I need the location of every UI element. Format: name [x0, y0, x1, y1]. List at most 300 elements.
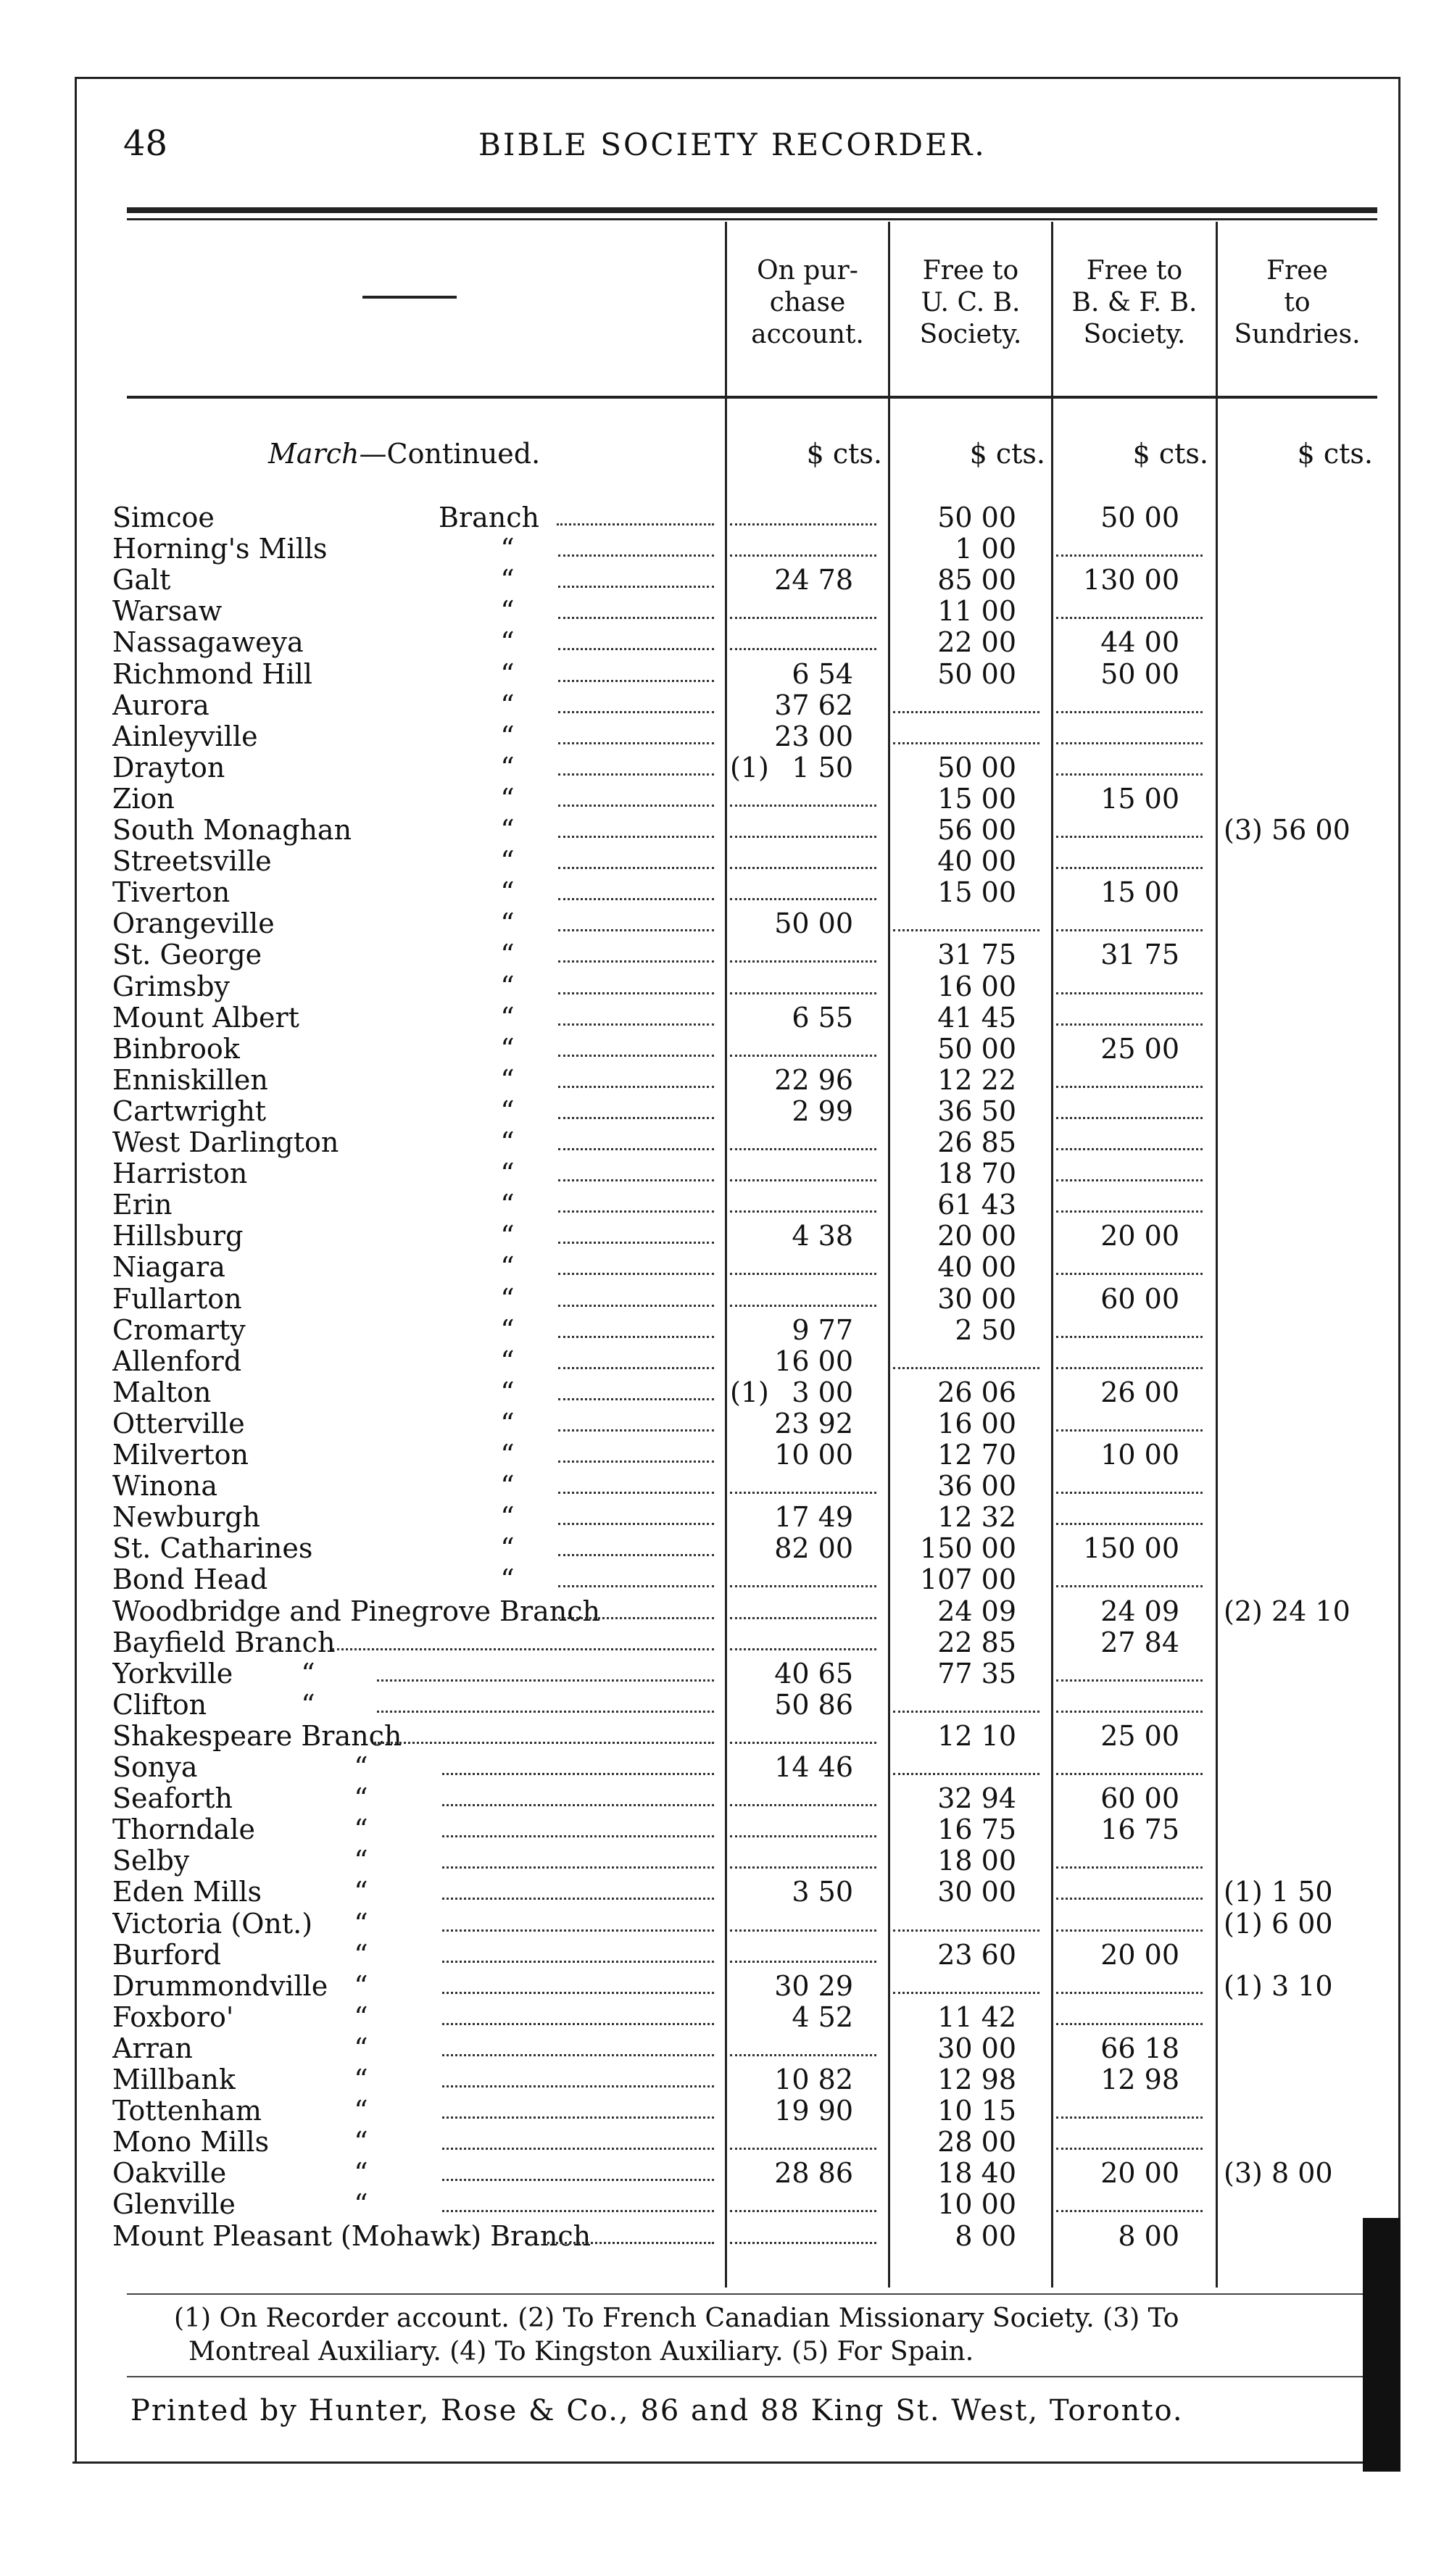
purchase-amount: 50 00 — [774, 908, 853, 940]
bfb-amount: 25 00 — [1100, 1033, 1179, 1065]
empty-cell-leader — [730, 898, 876, 900]
ucb-amount: 22 00 — [937, 627, 1016, 659]
dot-leader — [558, 1398, 714, 1400]
dot-leader — [558, 554, 714, 557]
sundries-amount: 6 00 — [1271, 1908, 1333, 1940]
place-name: Horning's Mills — [112, 533, 328, 565]
table-row — [0, 1845, 1436, 1877]
dot-leader — [374, 1742, 714, 1744]
dot-leader — [442, 2116, 714, 2119]
running-head: BIBLE SOCIETY RECORDER. — [478, 127, 987, 162]
place-name: Glenville — [112, 2189, 236, 2221]
dot-leader — [558, 1305, 714, 1307]
empty-cell-leader — [1056, 711, 1203, 713]
empty-cell-leader — [1056, 1711, 1203, 1713]
place-name: Eden Mills — [112, 1877, 262, 1908]
empty-cell-leader — [730, 1648, 876, 1650]
empty-cell-leader — [730, 1305, 876, 1307]
table-row — [0, 2033, 1436, 2064]
dot-leader — [442, 1992, 714, 1994]
empty-cell-leader — [893, 711, 1039, 713]
empty-cell-leader — [730, 1055, 876, 1057]
ucb-amount: 30 00 — [937, 1283, 1016, 1315]
bfb-amount: 8 00 — [1118, 2220, 1179, 2252]
table-row — [0, 1158, 1436, 1189]
purchase-amount: 22 96 — [774, 1064, 853, 1096]
ditto-mark: “ — [500, 1314, 515, 1346]
dot-leader — [557, 523, 714, 525]
ditto-mark: “ — [354, 1814, 368, 1846]
dot-leader — [558, 1617, 714, 1619]
place-name: Sonya — [112, 1752, 198, 1783]
empty-cell-leader — [1056, 1367, 1203, 1369]
branch-label: Branch — [439, 502, 539, 533]
ditto-mark: “ — [500, 1564, 515, 1596]
purchase-amount: 40 65 — [774, 1658, 853, 1690]
empty-cell-leader — [730, 836, 876, 838]
empty-cell-leader — [1056, 773, 1203, 776]
place-name: Arran — [112, 2032, 193, 2064]
place-name: Otterville — [112, 1408, 245, 1439]
dot-leader — [558, 586, 714, 588]
scan-edge-shadow — [1363, 2218, 1400, 2472]
ucb-amount: 1 00 — [955, 533, 1016, 565]
table-row — [0, 1221, 1436, 1252]
dot-leader — [442, 1804, 714, 1806]
dot-leader — [558, 617, 714, 619]
place-name: Allenford — [112, 1345, 242, 1377]
empty-cell-leader — [1056, 1992, 1203, 1994]
ditto-mark: “ — [354, 1845, 368, 1877]
header-bottom-rule — [127, 396, 1377, 399]
place-name: Tottenham — [112, 2095, 262, 2127]
ditto-mark: “ — [500, 1283, 515, 1315]
empty-cell-leader — [1056, 867, 1203, 869]
empty-cell-leader — [1056, 1679, 1203, 1682]
place-name: Selby — [112, 1845, 190, 1877]
dot-leader — [442, 1773, 714, 1775]
bfb-amount: 130 00 — [1083, 565, 1179, 597]
sundries-footnote-ref: (1) — [1224, 1877, 1263, 1908]
ditto-mark: “ — [500, 1064, 515, 1096]
empty-cell-leader — [1056, 1523, 1203, 1525]
ucb-amount: 36 00 — [937, 1471, 1016, 1503]
bfb-amount: 15 00 — [1100, 877, 1179, 909]
place-name: Streetsville — [112, 846, 272, 878]
ditto-mark: “ — [500, 1376, 515, 1408]
ditto-mark: “ — [500, 1033, 515, 1065]
table-row — [0, 2095, 1436, 2127]
table-row — [0, 1971, 1436, 2002]
sundries-footnote-ref: (3) — [1224, 2158, 1263, 2190]
ditto-mark: “ — [500, 1502, 515, 1534]
dot-leader — [558, 742, 714, 744]
ditto-mark: “ — [500, 1439, 515, 1471]
ucb-amount: 50 00 — [937, 1033, 1016, 1065]
empty-cell-leader — [730, 1617, 876, 1619]
ditto-mark: “ — [500, 908, 515, 940]
ditto-mark: “ — [500, 846, 515, 878]
page-number: 48 — [123, 123, 168, 164]
empty-cell-leader — [730, 1961, 876, 1963]
place-name: Richmond Hill — [112, 658, 312, 690]
empty-cell-leader — [730, 523, 876, 525]
place-name: Clifton — [112, 1689, 207, 1721]
place-name: Tiverton — [112, 877, 231, 909]
empty-cell-leader — [730, 1492, 876, 1494]
sundries-amount: 8 00 — [1271, 2158, 1333, 2190]
header-purchase-account — [729, 255, 887, 351]
bfb-amount: 60 00 — [1100, 1783, 1179, 1815]
header-ucb-line: Free to — [922, 256, 1019, 286]
ucb-amount: 16 00 — [937, 971, 1016, 1002]
place-name: Nassagaweya — [112, 627, 304, 659]
dot-leader — [558, 1336, 714, 1338]
ucb-amount: 26 85 — [937, 1127, 1016, 1158]
empty-cell-leader — [730, 1866, 876, 1869]
header-ucb-line: U. C. B. — [921, 288, 1021, 317]
place-name: Harriston — [112, 1158, 248, 1190]
empty-cell-leader — [730, 805, 876, 807]
ditto-mark: “ — [354, 1970, 368, 2002]
purchase-amount: 9 77 — [792, 1314, 853, 1346]
place-name: Cartwright — [112, 1095, 267, 1127]
sundries-amount: 56 00 — [1271, 815, 1350, 846]
ditto-mark: “ — [354, 2001, 368, 2033]
dot-leader — [558, 1179, 714, 1181]
table-row — [0, 1096, 1436, 1127]
bfb-amount: 50 00 — [1100, 658, 1179, 690]
table-row — [0, 1783, 1436, 1814]
footnote-line-1: (1) On Recorder account. (2) To French Canadian Missionary Society. (3) To — [174, 2303, 1179, 2333]
table-row — [0, 1408, 1436, 1439]
dot-leader — [442, 2054, 714, 2056]
ucb-amount: 18 00 — [937, 1845, 1016, 1877]
table-row — [0, 908, 1436, 939]
purchase-amount: 16 00 — [774, 1345, 853, 1377]
ucb-amount: 28 00 — [937, 2127, 1016, 2159]
table-row — [0, 1252, 1436, 1283]
ucb-amount: 40 00 — [937, 1252, 1016, 1284]
empty-cell-leader — [730, 867, 876, 869]
dot-leader — [442, 1929, 714, 1932]
place-name: Drayton — [112, 752, 225, 784]
empty-cell-leader — [1056, 1929, 1203, 1932]
ditto-mark: “ — [500, 1471, 515, 1503]
header-free-ucb — [892, 255, 1050, 351]
units-bfb: $ cts. — [1132, 438, 1208, 470]
table-row — [0, 1315, 1436, 1346]
dot-leader — [558, 992, 714, 994]
bfb-amount: 31 75 — [1100, 939, 1179, 971]
empty-cell-leader — [893, 929, 1039, 931]
table-row — [0, 2189, 1436, 2220]
footnote-rule-bottom — [127, 2376, 1377, 2377]
ditto-mark: “ — [301, 1658, 315, 1690]
sundries-amount: 1 50 — [1271, 1877, 1333, 1908]
place-name: Oakville — [112, 2158, 227, 2190]
dot-leader — [558, 867, 714, 869]
ditto-mark: “ — [500, 783, 515, 815]
dot-leader — [377, 1679, 714, 1682]
ditto-mark: “ — [354, 2095, 368, 2127]
purchase-amount: 19 90 — [774, 2095, 853, 2127]
ditto-mark: “ — [354, 1939, 368, 1971]
ditto-mark: “ — [500, 689, 515, 721]
table-row — [0, 1814, 1436, 1845]
ucb-amount: 24 09 — [937, 1595, 1016, 1627]
ditto-mark: “ — [500, 1002, 515, 1034]
dot-leader — [558, 1429, 714, 1432]
printer-imprint: Printed by Hunter, Rose & Co., 86 and 88 King St. West, Toronto. — [130, 2394, 1184, 2427]
purchase-amount: 3 50 — [792, 1877, 853, 1908]
table-row — [0, 1658, 1436, 1690]
ditto-mark: “ — [500, 565, 515, 597]
purchase-amount: 3 00 — [792, 1376, 853, 1408]
header-sundries-line: Sundries. — [1234, 320, 1361, 349]
empty-cell-leader — [730, 1585, 876, 1587]
table-row — [0, 1940, 1436, 1971]
empty-cell-leader — [1056, 1336, 1203, 1338]
dot-leader — [442, 2179, 714, 2181]
empty-cell-leader — [730, 554, 876, 557]
empty-cell-leader — [730, 648, 876, 650]
bfb-amount: 27 84 — [1100, 1626, 1179, 1658]
place-name: West Darlington — [112, 1127, 339, 1158]
place-name: Niagara — [112, 1252, 225, 1284]
ucb-amount: 36 50 — [937, 1095, 1016, 1127]
ucb-amount: 10 00 — [937, 2189, 1016, 2221]
table-row — [0, 1502, 1436, 1533]
bfb-amount: 16 75 — [1100, 1814, 1179, 1846]
place-name: Grimsby — [112, 971, 231, 1002]
bfb-amount: 150 00 — [1083, 1533, 1179, 1565]
ditto-mark: “ — [500, 877, 515, 909]
ucb-amount: 23 60 — [937, 1939, 1016, 1971]
empty-cell-leader — [1056, 2210, 1203, 2212]
table-row — [0, 752, 1436, 784]
ditto-mark: “ — [500, 720, 515, 752]
ucb-amount: 50 00 — [937, 502, 1016, 533]
ucb-amount: 15 00 — [937, 877, 1016, 909]
sundries-footnote-ref: (1) — [1224, 1908, 1263, 1940]
dot-leader — [442, 1866, 714, 1869]
place-name: Thorndale — [112, 1814, 255, 1846]
table-row — [0, 1877, 1436, 1908]
empty-cell-leader — [730, 1179, 876, 1181]
bfb-amount: 25 00 — [1100, 1720, 1179, 1752]
table-row — [0, 1439, 1436, 1471]
empty-cell-leader — [730, 2054, 876, 2056]
table-row — [0, 1002, 1436, 1034]
table-row — [0, 1346, 1436, 1377]
table-row — [0, 721, 1436, 752]
ucb-amount: 12 22 — [937, 1064, 1016, 1096]
empty-cell-leader — [1056, 1898, 1203, 1900]
place-name: Bond Head — [112, 1564, 268, 1596]
place-name: Aurora — [112, 689, 209, 721]
ucb-amount: 22 85 — [937, 1626, 1016, 1658]
ucb-amount: 16 75 — [937, 1814, 1016, 1846]
ucb-amount: 41 45 — [937, 1002, 1016, 1034]
sundries-amount: 3 10 — [1271, 1970, 1333, 2002]
ucb-amount: 11 42 — [937, 2001, 1016, 2033]
ucb-amount: 15 00 — [937, 783, 1016, 815]
bfb-amount: 44 00 — [1100, 627, 1179, 659]
ucb-amount: 30 00 — [937, 2032, 1016, 2064]
ditto-mark: “ — [301, 1689, 315, 1721]
place-name: South Monaghan — [112, 815, 352, 846]
empty-cell-leader — [1056, 1585, 1203, 1587]
dot-leader — [442, 2148, 714, 2150]
footnote-line-2: Montreal Auxiliary. (4) To Kingston Auxiliary. (5) For Spain. — [188, 2337, 974, 2367]
ucb-amount: 107 00 — [920, 1564, 1016, 1596]
ditto-mark: “ — [354, 1783, 368, 1815]
dot-leader — [558, 680, 714, 682]
units-sundries: $ cts. — [1297, 438, 1373, 470]
table-row — [0, 690, 1436, 721]
table-row — [0, 1721, 1436, 1752]
header-bfb-line: Free to — [1086, 256, 1183, 286]
place-name: Cromarty — [112, 1314, 246, 1346]
place-name: Binbrook — [112, 1033, 240, 1065]
dot-leader — [558, 1523, 714, 1525]
table-row — [0, 1908, 1436, 1940]
bfb-amount: 20 00 — [1100, 2158, 1179, 2190]
header-rule-thick — [127, 207, 1377, 213]
place-name: Enniskillen — [112, 1064, 268, 1096]
empty-cell-leader — [1056, 1429, 1203, 1432]
purchase-amount: 28 86 — [774, 2158, 853, 2190]
ucb-amount: 85 00 — [937, 565, 1016, 597]
empty-cell-leader — [1056, 1866, 1203, 1869]
place-name: Millbank — [112, 2064, 236, 2095]
table-row — [0, 971, 1436, 1002]
ditto-mark: “ — [500, 752, 515, 784]
table-row — [0, 2158, 1436, 2189]
dot-leader — [442, 2085, 714, 2087]
place-name: Drummondville — [112, 1970, 328, 2002]
purchase-amount: 82 00 — [774, 1533, 853, 1565]
empty-cell-leader — [893, 1367, 1039, 1369]
empty-cell-leader — [1056, 742, 1203, 744]
ucb-amount: 18 70 — [937, 1158, 1016, 1190]
bfb-amount: 50 00 — [1100, 502, 1179, 533]
place-name: Foxboro' — [112, 2001, 234, 2033]
dot-leader — [558, 1117, 714, 1119]
dot-leader — [558, 1023, 714, 1026]
ditto-mark: “ — [500, 1189, 515, 1221]
empty-cell-leader — [1056, 2023, 1203, 2025]
header-purchase-line: chase — [769, 288, 846, 317]
dot-leader — [558, 1554, 714, 1556]
ucb-amount: 12 10 — [937, 1720, 1016, 1752]
empty-cell-leader — [1056, 1148, 1203, 1150]
ucb-amount: 10 15 — [937, 2095, 1016, 2127]
table-row — [0, 2002, 1436, 2033]
ditto-mark: “ — [500, 1095, 515, 1127]
ucb-amount: 8 00 — [955, 2220, 1016, 2252]
ucb-amount: 77 35 — [937, 1658, 1016, 1690]
header-purchase-line: account. — [751, 320, 864, 349]
table-row — [0, 1533, 1436, 1564]
empty-cell-leader — [1056, 2116, 1203, 2119]
empty-cell-leader — [730, 1835, 876, 1837]
place-name: Erin — [112, 1189, 173, 1221]
place-name: Bayfield Branch — [112, 1626, 336, 1658]
empty-cell-leader — [730, 992, 876, 994]
empty-cell-leader — [730, 1929, 876, 1932]
place-name: Yorkville — [112, 1658, 233, 1690]
place-name: Simcoe — [112, 502, 215, 533]
ditto-mark: “ — [500, 627, 515, 659]
table-row — [0, 533, 1436, 565]
purchase-amount: 10 00 — [774, 1439, 853, 1471]
place-name: Ainleyville — [112, 720, 258, 752]
table-row — [0, 1065, 1436, 1096]
purchase-amount: 6 54 — [792, 658, 853, 690]
ditto-mark: “ — [500, 1533, 515, 1565]
footnote-rule-top — [127, 2293, 1377, 2295]
dot-leader — [558, 1273, 714, 1275]
purchase-amount: 4 38 — [792, 1221, 853, 1252]
sundries-footnote-ref: (3) — [1224, 815, 1263, 846]
ditto-mark: “ — [354, 2189, 368, 2221]
empty-cell-leader — [1056, 1086, 1203, 1088]
dot-leader — [442, 1898, 714, 1900]
dot-leader — [558, 711, 714, 713]
purchase-amount: 23 92 — [774, 1408, 853, 1439]
ditto-mark: “ — [500, 1127, 515, 1158]
place-name: Hillsburg — [112, 1221, 244, 1252]
bfb-amount: 10 00 — [1100, 1439, 1179, 1471]
table-row — [0, 1284, 1436, 1315]
ditto-mark: “ — [354, 2158, 368, 2190]
ucb-amount: 20 00 — [937, 1221, 1016, 1252]
empty-cell-leader — [1056, 1023, 1203, 1026]
table-row — [0, 2127, 1436, 2158]
ditto-mark: “ — [500, 939, 515, 971]
empty-cell-leader — [730, 2242, 876, 2244]
sundries-footnote-ref: (2) — [1224, 1595, 1263, 1627]
table-row — [0, 877, 1436, 908]
dot-leader — [558, 929, 714, 931]
place-name: Malton — [112, 1376, 212, 1408]
table-row — [0, 596, 1436, 627]
place-name: Seaforth — [112, 1783, 233, 1815]
ditto-mark: “ — [354, 2032, 368, 2064]
ucb-amount: 16 00 — [937, 1408, 1016, 1439]
table-row — [0, 1127, 1436, 1158]
dot-leader — [558, 1210, 714, 1213]
purchase-amount: 37 62 — [774, 689, 853, 721]
table-row — [0, 846, 1436, 877]
empty-cell-leader — [893, 1992, 1039, 1994]
purchase-amount: 2 99 — [792, 1095, 853, 1127]
table-row — [0, 2221, 1436, 2252]
dot-leader — [558, 960, 714, 963]
empty-cell-leader — [730, 1804, 876, 1806]
purchase-amount: 10 82 — [774, 2064, 853, 2095]
table-row — [0, 1564, 1436, 1595]
dot-leader — [558, 1086, 714, 1088]
place-name: Zion — [112, 783, 175, 815]
ucb-amount: 56 00 — [937, 815, 1016, 846]
empty-cell-leader — [730, 1210, 876, 1213]
empty-cell-leader — [730, 617, 876, 619]
ditto-mark: “ — [500, 596, 515, 628]
place-name: St. Catharines — [112, 1533, 313, 1565]
